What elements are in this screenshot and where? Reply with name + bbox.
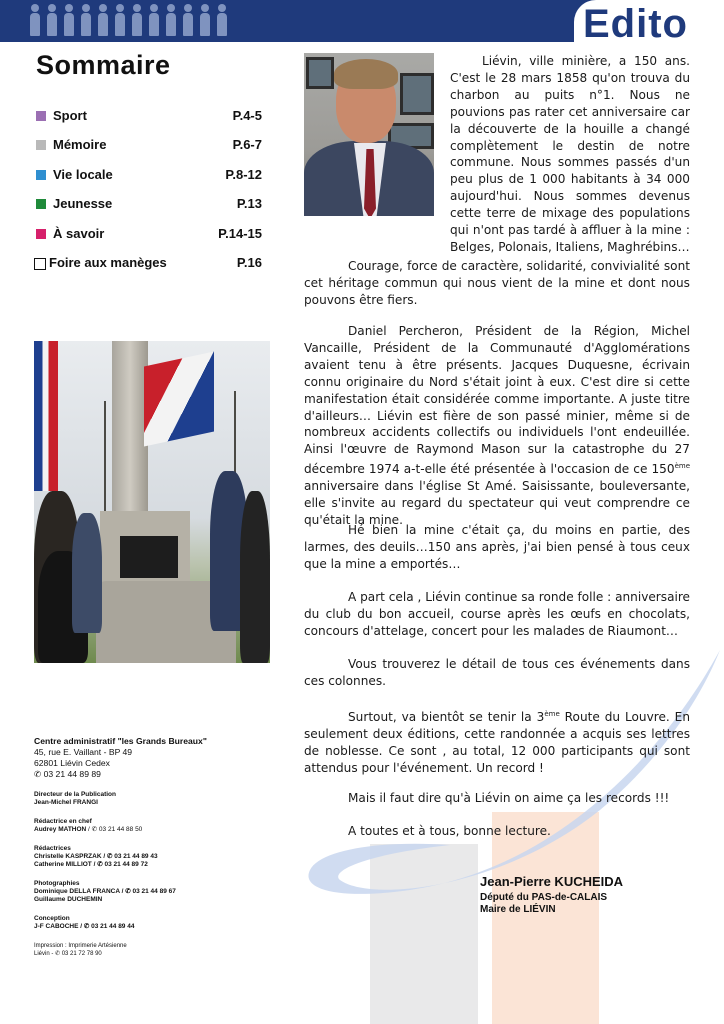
colophon-role: Conception [34,915,70,922]
sommaire-title: Sommaire [36,50,171,80]
toc-item-vie-locale[interactable] [36,167,262,196]
toc-item-foire-aux-maneges[interactable] [36,255,262,284]
toc-page: P.16 [236,254,262,270]
colophon-address: 62801 Liévin Cedex [34,758,110,768]
toc-page: P.13 [236,196,262,212]
colophon-person: J-F CABOCHE / ✆ 03 21 44 89 44 [34,923,135,930]
colophon-address: 45, rue E. Vaillant - BP 49 [34,747,133,757]
toc-color-square [34,258,46,270]
colophon-person: Christelle KASPRZAK / ✆ 03 21 44 89 43 [34,853,158,860]
toc-color-square [36,170,46,180]
editorial-paragraph: Surtout, va bientôt se tenir la 3ème Route du Louvre. En seulement deux éditions, cette randonnée a acquis ses lettres de noblesse. Ce sont , au total, 12 000 participants qui sont attendus pour l'événement. Un record ! [304,710,690,775]
editorial-paragraph: Hé bien la mine c'était ça, du moins en partie, des larmes, des deuils…150 ans après, j'ai bien pensé à tous ceux que la mine a emportés… [304,523,690,571]
signatory-title: Maire de LIÉVIN [480,904,556,915]
table-of-contents [36,108,262,284]
editorial-paragraph: Courage, force de caractère, solidarité, convivialité sont cet héritage commun qui nous vient de la mine et dont nous pouvons être fiers. [304,259,690,307]
colophon-phone: ✆ 03 21 44 89 89 [34,769,101,779]
colophon-person: Guillaume DUCHEMIN [34,896,103,903]
toc-label: Mémoire [53,137,107,153]
colophon-role: Photographies [34,880,80,887]
toc-label: Foire aux manèges [49,254,167,270]
editorial-paragraph: Vous trouverez le détail de tous ces événements dans ces colonnes. [304,657,690,688]
toc-label: Vie locale [53,166,113,182]
colophon-person: Dominique DELLA FRANCA / ✆ 03 21 44 89 67 [34,888,176,895]
signatory-title: Député du PAS-de-CALAIS [480,892,608,903]
toc-item-sport[interactable] [36,108,262,137]
colophon-role: Rédactrices [34,845,71,852]
mayor-portrait-photo [304,53,434,216]
toc-page: P.4-5 [232,108,262,123]
toc-page: P.6-7 [232,137,262,153]
toc-item-memoire[interactable] [36,137,262,166]
colophon-person: Catherine MILLIOT / ✆ 03 21 44 89 72 [34,861,148,868]
editorial-intro: Liévin, ville minière, a 150 ans. C'est le 28 mars 1858 qu'on trouva du charbon au puits n°1. Nous ne pouvions pas rater cet anniversaire car la découverte de la houille a changé complètement le destin de notre commune. Nous sommes passés d'un peu plus de 1 000 habitants à 34 000 aujourd'hui. Nous sommes devenus cette terre de mixage des populations qui n'ont pas tardé à affluer à la mine : Belges, Polonais, Italiens, Maghrébins… [450,54,690,254]
toc-item-a-savoir[interactable] [36,226,262,255]
colophon-person: Audrey MATHON / ✆ 03 21 44 88 50 [34,826,143,833]
editorial-paragraph: A toutes et à tous, bonne lecture. [348,824,551,838]
toc-label: À savoir [53,225,105,241]
editorial-paragraph: A part cela , Liévin continue sa ronde folle : anniversaire du club du bon accueil, course après les œufs en chocolats, concours d'attelage, concert pour les malades de Riaumont… [304,590,690,638]
colophon-printer: Liévin - ✆ 03 21 72 78 90 [34,951,102,957]
signatory-name: Jean-Pierre KUCHEIDA [480,874,624,889]
toc-label: Sport [53,108,87,123]
colophon-role: Rédactrice en chef [34,818,92,825]
toc-page: P.8-12 [225,166,262,182]
people-silhouettes-icon [28,4,229,36]
toc-color-square [36,229,46,239]
toc-page: P.14-15 [218,225,262,241]
section-title: Edito [583,2,688,46]
editorial-paragraph: Mais il faut dire qu'à Liévin on aime ça les records !!! [348,791,670,805]
colophon-printer: Impression : Imprimerie Artésienne [34,943,127,949]
colophon-person: Jean-Michel FRANGI [34,799,98,806]
toc-item-jeunesse[interactable] [36,196,262,225]
colophon-org: Centre administratif "les Grands Bureaux" [34,736,207,746]
memorial-ceremony-photo [34,341,270,663]
colophon [34,736,274,969]
toc-color-square [36,140,46,150]
signature-block [480,874,623,915]
editorial-paragraph: Daniel Percheron, Président de la Région, Michel Vancaille, Président de la Communauté d'Agglomérations avaient tenu à être présents. Jacques Duquesne, écrivain connu originaire du Nord s'était joint à eux. C'est dire si cette manifestation était considérée comme importante. A juste titre d'ailleurs… Liévin est fière de son passé minier, même si de nombreux accidents collectifs ou individuels l'ont endeuillée. Ainsi l'œuvre de Raymond Mason sur la catastrophe du 27 décembre 1974 a-t-elle été présentée à l'occasion de ce 150ème anniversaire dans l'église St Amé. Saisissante, bouleversante, elle s'invite au regard du spectateur qui veut comprendre ce qu'était la mine. [304,324,690,527]
toc-label: Jeunesse [53,196,113,212]
toc-color-square [36,111,46,121]
colophon-role: Directeur de la Publication [34,791,116,798]
toc-color-square [36,199,46,209]
